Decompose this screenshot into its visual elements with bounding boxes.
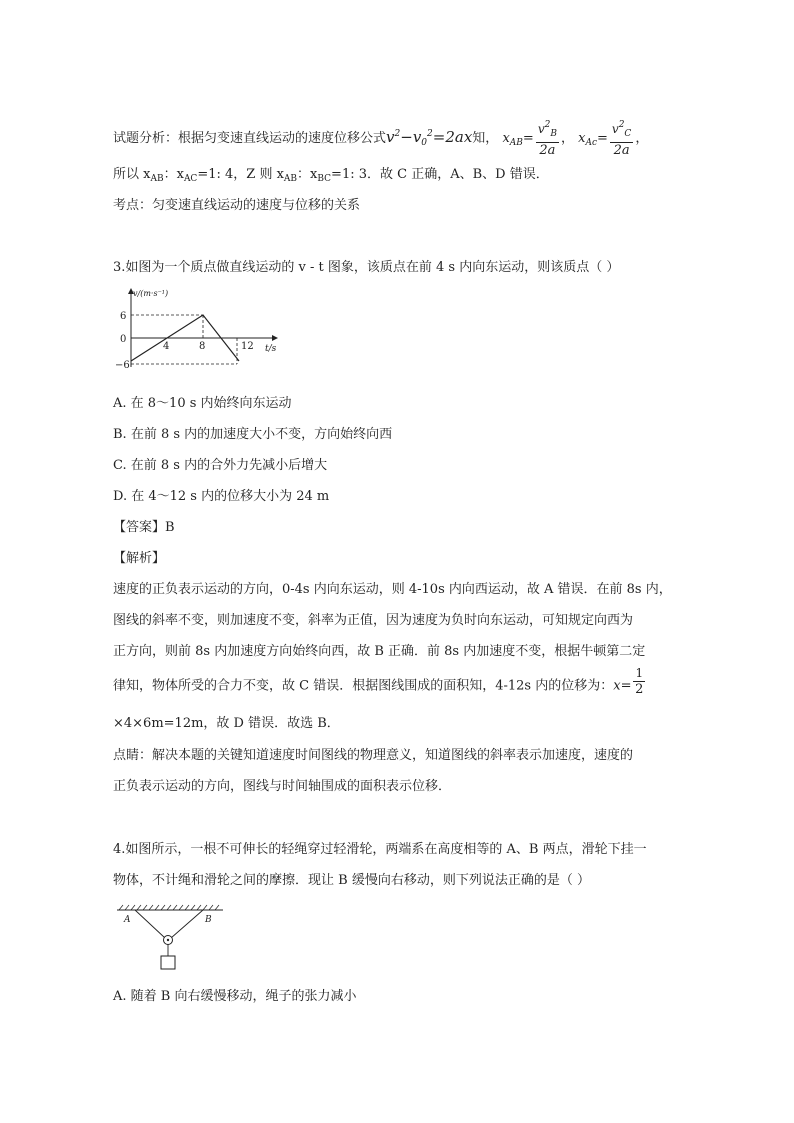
q3-stem: 3.如图为一个质点做直线运动的 v - t 图象，该质点在前 4 s 内向东运动，则该质点（ ） [113, 260, 620, 275]
rope-right [171, 910, 203, 938]
q3-dianjing-2: 正负表示运动的方向，图线与时间轴围成的面积表示位移． [113, 779, 452, 794]
q3-analysis-line-4: 律知，物体所受的合力不变，故 C 错误．根据图线围成的面积知，4-12s 内的位移为：x= $\frac{1}{2}$ [113, 666, 644, 697]
q3-option-b: B. 在前 8 s 内的加速度大小不变，方向始终向西 [113, 427, 393, 442]
q3-analysis-line-2: 图线的斜率不变，则加速度不变，斜率为正值，因为速度为负时向东运动，可知规定向西为 [113, 613, 634, 628]
tick-8: 8 [199, 341, 206, 352]
fraction-vc: $\frac{v^2_C}{2a}$ [611, 120, 632, 158]
pulley-axle [167, 939, 169, 941]
x-axis-label: t/s [265, 344, 277, 354]
pulley-figure [115, 904, 227, 974]
tick-neg6: −6 [115, 360, 130, 371]
ceiling-hatch [119, 905, 219, 910]
q3-analysis-line-1: 速度的正负表示运动的方向，0-4s 内向东运动，则 4-10s 内向西运动，故 A 错误．在前 8s 内， [113, 582, 672, 597]
q3-option-a: A. 在 8～10 s 内始终向东运动 [113, 396, 292, 411]
x-ac-label: $x_{Ac}$ [578, 131, 597, 148]
q3-analysis-line-3: 正方向，则前 8s 内加速度方向始终向西，故 B 正确．前 8s 内加速度不变，根据牛顿第二定 [113, 644, 646, 659]
q3-analysis-line-5: ×4×6m=12m，故 D 错误．故选 B． [113, 716, 340, 731]
tick-12: 12 [241, 341, 254, 352]
analysis-ratio-line: 所以 $x_{AB}$：$x_{AC}=1$: 4，Z 则 $x_{AB}$：$x_{BC}=1$: 3．故 C 正确，A、B、D 错误． [113, 167, 549, 184]
label-b: B [205, 915, 212, 925]
label-a: A [124, 915, 131, 925]
vt-graph [113, 283, 288, 373]
q3-option-d: D. 在 4～12 s 内的位移大小为 24 m [113, 489, 330, 504]
analysis-prefix: 试题分析：根据匀变速直线运动的速度位移公式 [113, 131, 387, 146]
q3-answer: 【答案】B [113, 520, 175, 535]
q4-option-a: A. 随着 B 向右缓慢移动，绳子的张力减小 [113, 989, 357, 1004]
formula-velocity-position: $v^2-v_0^2=2ax$ [386, 128, 473, 148]
fraction-half: $\frac{1}{2}$ [635, 666, 644, 697]
tick-4: 4 [163, 341, 170, 352]
y-axis-label: v/(m·s⁻¹) [133, 289, 169, 298]
q4-stem-1: 4.如图所示，一根不可伸长的轻绳穿过轻滑轮，两端系在高度相等的 A、B 两点，滑轮下挂一 [113, 842, 647, 857]
fraction-vb: $\frac{v^2_B}{2a}$ [537, 120, 557, 158]
q3-option-c: C. 在前 8 s 内的合外力先减小后增大 [113, 458, 328, 473]
q3-analysis-title: 【解析】 [113, 551, 166, 566]
hanging-block [161, 956, 175, 969]
analysis-formula-line: 试题分析：根据匀变速直线运动的速度位移公式$v^2-v_0^2=2ax$知， $x_{AB}=$ $\frac{v^2_B}{2a}$ ， $x_{Ac}=$ $\frac{v^2_C}{2a}$ ， [113, 120, 649, 158]
tick-6: 6 [120, 311, 127, 322]
q3-dianjing-1: 点睛：解决本题的关键知道速度时间图线的物理意义，知道图线的斜率表示加速度，速度的 [113, 748, 634, 763]
q4-stem-2: 物体，不计绳和滑轮之间的摩擦．现让 B 缓慢向右移动，则下列说法正确的是（ ） [113, 873, 590, 888]
rope-left [135, 910, 165, 938]
kaodian-line: 考点：匀变速直线运动的速度与位移的关系 [113, 198, 361, 213]
x-ab-label: $x_{AB}$ [502, 131, 523, 148]
tick-0: 0 [120, 334, 127, 345]
